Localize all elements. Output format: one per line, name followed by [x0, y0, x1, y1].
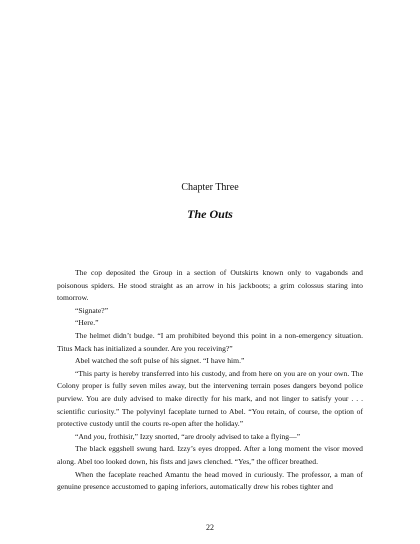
paragraph-text-after: , frothisir,” Izzy snorted, “are drooly advised to take a flying—” [104, 431, 301, 441]
chapter-label: Chapter Three [181, 182, 239, 193]
paragraph: “Signate?” [75, 305, 109, 315]
paragraph [57, 431, 363, 444]
page-number: 22 [206, 523, 214, 532]
paragraph: Abel watched the soft pulse of his signet. “I have him.” [75, 356, 245, 366]
paragraph: The cop deposited the Group in a section of Outskirts known only to vagabonds and poisonous spiders. He stood straight as an arrow in his jackboots; a grim colossus staring into tomorrow. [57, 268, 363, 303]
paragraph: When the faceplate reached Amantu the head moved in curiously. The professor, a man of genuine presence accustomed to gaping inferiors, automatically drew his robes tighter and [57, 469, 363, 492]
paragraph-text-before: “And [75, 431, 94, 441]
chapter-title: The Outs [187, 207, 233, 221]
emphasized-word: you [93, 431, 105, 441]
paragraph: The helmet didn’t budge. “I am prohibited beyond this point in a non-emergency situation. Titus Mack has initialized a sounder. Are you receiving?” [57, 330, 363, 353]
body-text [57, 267, 363, 494]
paragraph: “Here.” [75, 318, 99, 328]
paragraph: “This party is hereby transferred into his custody, and from here on you are on your own. The Colony proper is fully seven miles away, but the intervening terrain poses dangers beyond police purview. You are duly advised to make directly for his mark, and not linger to satisfy your . . . scientific curiosity.” The polyvinyl faceplate turned to Abel. “You retain, of course, the option of protective custody until the courts re-open after the holiday.” [57, 368, 363, 429]
paragraph: The black eggshell swung hard. Izzy’s eyes dropped. After a long moment the visor moved along. Abel too looked down, his fists and jaws clenched. “Yes,” the officer breathed. [57, 444, 363, 466]
